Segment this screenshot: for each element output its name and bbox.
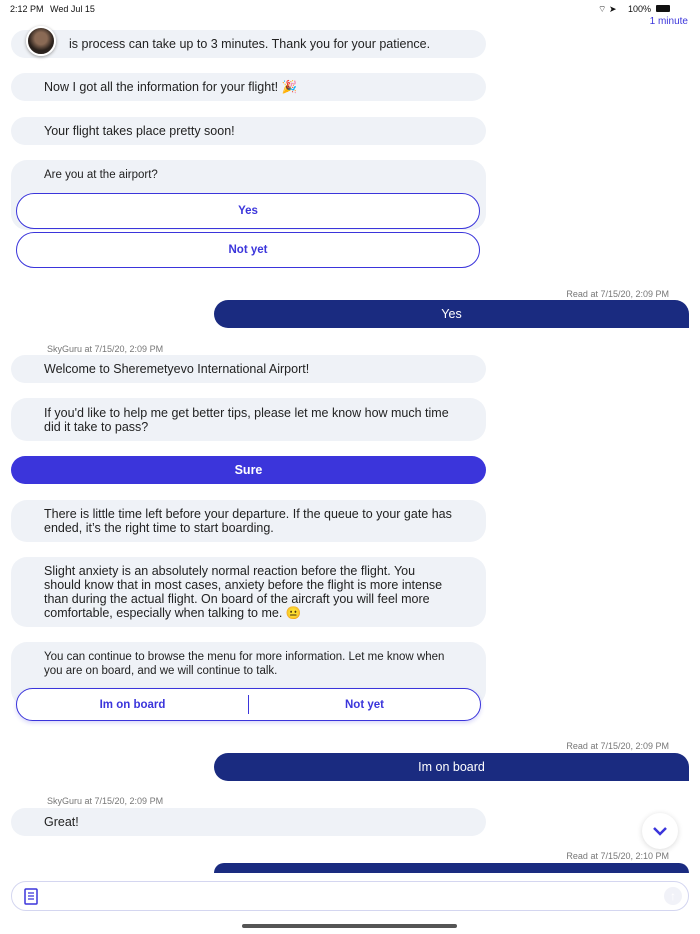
option-not-yet-button[interactable]: Not yet bbox=[16, 232, 480, 268]
overlay-label: 1 minute bbox=[649, 16, 688, 27]
message-text: Slight anxiety is an absolutely normal reaction before the flight. You should know that in most cases, anxiety before the flight is more intense than during the actual flight. On board of the aircraft you will feel more comfortable, especially when talking to me. 😐 bbox=[44, 564, 443, 620]
user-message bbox=[214, 300, 689, 328]
message-text: Great! bbox=[44, 815, 79, 829]
user-message bbox=[214, 753, 689, 781]
message-text: Welcome to Sheremetyevo International Airport! bbox=[44, 362, 310, 376]
read-receipt: Read at 7/15/20, 2:10 PM bbox=[566, 851, 669, 861]
message-text: Now I got all the information for your flight! 🎉 bbox=[44, 80, 298, 94]
message-text: Are you at the airport? bbox=[44, 169, 158, 181]
user-message bbox=[214, 863, 689, 873]
bot-message bbox=[11, 557, 486, 627]
message-text: Your flight takes place pretty soon! bbox=[44, 124, 235, 138]
message-text: You can continue to browse the menu for more information. Let me know when you are on board, and we will continue to talk. bbox=[44, 651, 445, 677]
option-not-yet-button[interactable]: Not yet bbox=[345, 698, 384, 711]
option-group bbox=[16, 688, 481, 721]
bot-message bbox=[11, 73, 486, 101]
message-text: is process can take up to 3 minutes. Thank you for your patience. bbox=[69, 37, 431, 51]
sender-label: SkyGuru at 7/15/20, 2:09 PM bbox=[47, 344, 164, 354]
bot-message bbox=[11, 808, 486, 836]
arrow-up-icon: ↑ bbox=[670, 889, 676, 903]
read-receipt: Read at 7/15/20, 2:09 PM bbox=[566, 741, 669, 751]
bot-message bbox=[11, 398, 486, 441]
status-date: Wed Jul 15 bbox=[50, 4, 95, 14]
send-button[interactable] bbox=[664, 887, 682, 905]
sender-label: SkyGuru at 7/15/20, 2:09 PM bbox=[47, 796, 164, 806]
bot-message bbox=[11, 500, 486, 542]
option-yes-button[interactable]: Yes bbox=[16, 193, 480, 229]
wifi-icon: ⌔ ➤ bbox=[598, 4, 617, 14]
option-on-board-button[interactable]: Im on board bbox=[17, 695, 249, 714]
message-input[interactable] bbox=[11, 881, 689, 911]
sure-button[interactable]: Sure bbox=[11, 456, 486, 484]
message-text: Im on board bbox=[418, 760, 485, 774]
bot-message bbox=[11, 117, 486, 145]
bot-message bbox=[11, 355, 486, 383]
scroll-down-button[interactable] bbox=[642, 813, 678, 849]
battery-icon bbox=[656, 5, 670, 12]
bot-avatar bbox=[26, 26, 56, 56]
menu-document-icon[interactable] bbox=[24, 888, 38, 905]
read-receipt: Read at 7/15/20, 2:09 PM bbox=[566, 289, 669, 299]
message-text: Yes bbox=[441, 307, 462, 321]
message-text: There is little time left before your departure. If the queue to your gate has ended, it’s the right time to start boarding. bbox=[44, 507, 452, 535]
status-time: 2:12 PM bbox=[10, 4, 44, 14]
message-text: If you'd like to help me get better tips, please let me know how much time did it take to pass? bbox=[44, 405, 449, 434]
bot-message bbox=[11, 30, 486, 58]
battery-percent: 100% bbox=[628, 4, 652, 14]
home-indicator bbox=[242, 924, 457, 928]
chevron-down-icon bbox=[652, 826, 668, 836]
